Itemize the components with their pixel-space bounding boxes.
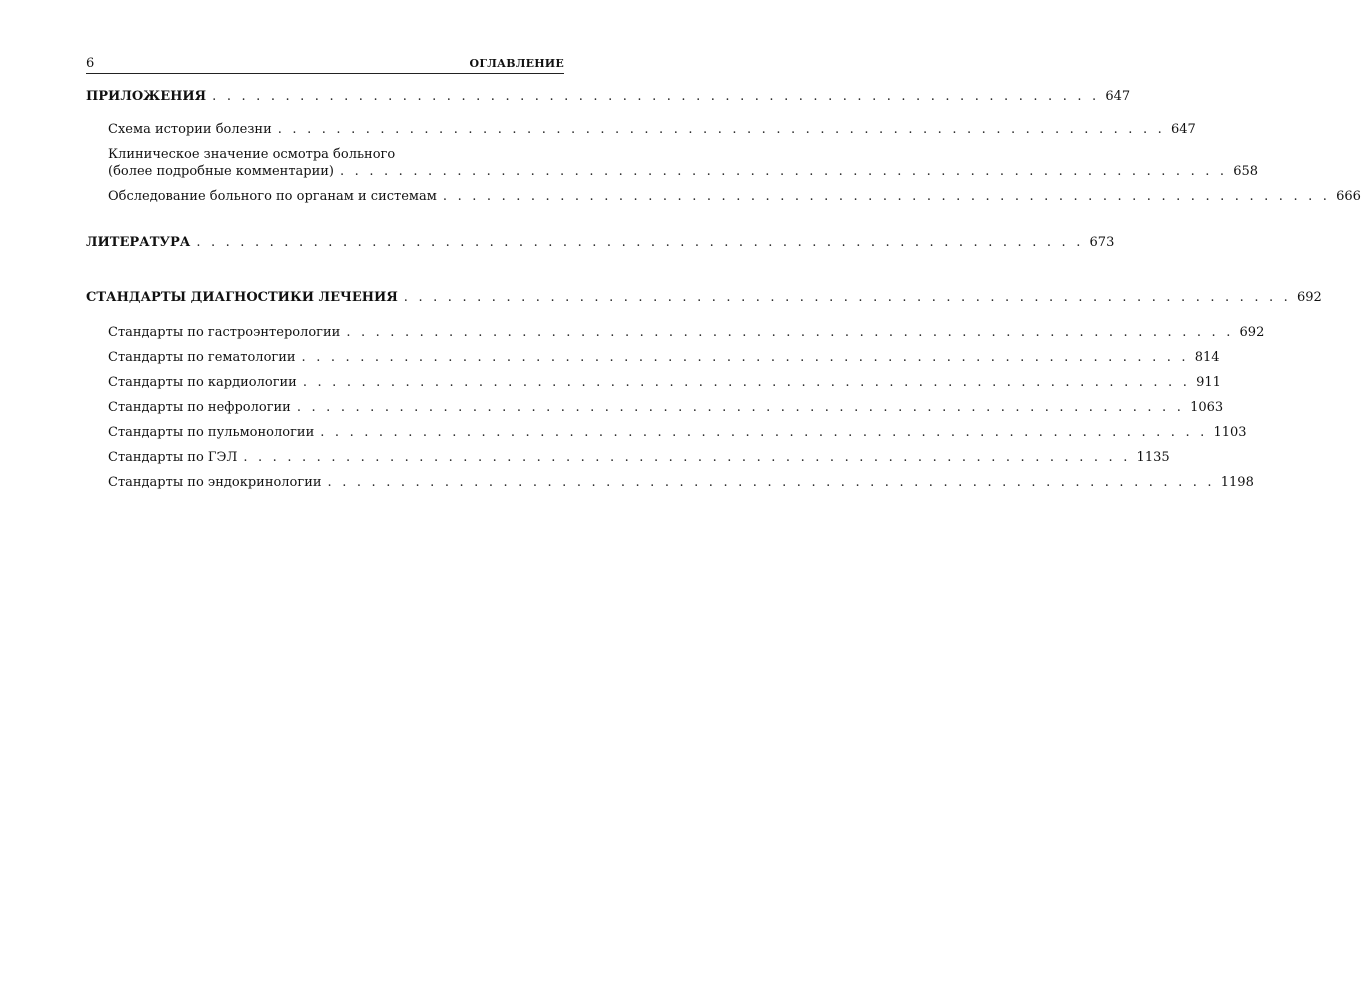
toc-entry-page: 1063 bbox=[1190, 400, 1224, 415]
toc-entry-title: Стандарты по гастроэнтерологии bbox=[108, 325, 341, 340]
toc-entry-literatura[interactable] bbox=[86, 234, 1115, 252]
toc-entry-klin[interactable] bbox=[108, 163, 1259, 181]
toc-entry-title: ЛИТЕРАТУРА bbox=[86, 235, 191, 250]
toc-entry-standarty[interactable] bbox=[86, 289, 1322, 307]
toc-entry-page: 911 bbox=[1196, 375, 1221, 390]
leader-dots: . . . . . . . . . . . . . . . . . . . . . . . . . . . . . . . . . . . . . . . . . . . . . . . . . . . . . . . . . . . . . bbox=[442, 189, 1331, 204]
toc-entry-page: 647 bbox=[1105, 89, 1131, 104]
toc-entry-gel[interactable] bbox=[108, 449, 1170, 467]
toc-entry-title: Схема истории болезни bbox=[108, 122, 272, 137]
toc-entry-title: Стандарты по гематологии bbox=[108, 350, 296, 365]
toc-entry-nefro[interactable] bbox=[108, 399, 1224, 417]
toc-entry-pulmo[interactable] bbox=[108, 424, 1247, 442]
leader-dots: . . . . . . . . . . . . . . . . . . . . . . . . . . . . . . . . . . . . . . . . . . . . . . . . . . . . . . . . . . . . . bbox=[212, 89, 1100, 104]
page-number: 6 bbox=[86, 56, 95, 71]
leader-dots: . . . . . . . . . . . . . . . . . . . . . . . . . . . . . . . . . . . . . . . . . . . . . . . . . . . . . . . . . . . . . bbox=[296, 400, 1185, 415]
toc-entry-gemato[interactable] bbox=[108, 349, 1220, 367]
toc-entry-title: Обследование больного по органам и системам bbox=[108, 189, 437, 204]
toc-entry-prilozheniya[interactable] bbox=[86, 88, 1131, 106]
leader-dots: . . . . . . . . . . . . . . . . . . . . . . . . . . . . . . . . . . . . . . . . . . . . . . . . . . . . . . . . . . . . . bbox=[243, 450, 1131, 465]
leader-dots: . . . . . . . . . . . . . . . . . . . . . . . . . . . . . . . . . . . . . . . . . . . . . . . . . . . . . . . . . . . . . bbox=[327, 475, 1215, 490]
leader-dots: . . . . . . . . . . . . . . . . . . . . . . . . . . . . . . . . . . . . . . . . . . . . . . . . . . . . . . . . . . . . . bbox=[196, 235, 1084, 250]
toc-entry-page: 814 bbox=[1194, 350, 1220, 365]
leader-dots: . . . . . . . . . . . . . . . . . . . . . . . . . . . . . . . . . . . . . . . . . . . . . . . . . . . . . . . . . . . . . bbox=[340, 164, 1228, 179]
toc-entry-obsledovanie[interactable] bbox=[108, 188, 1361, 206]
toc-entry-page: 692 bbox=[1239, 325, 1265, 340]
toc-entry-title: ПРИЛОЖЕНИЯ bbox=[86, 89, 207, 104]
running-head: ОГЛАВЛЕНИЕ bbox=[469, 57, 564, 70]
table-of-contents bbox=[86, 0, 1361, 1000]
leader-dots: . . . . . . . . . . . . . . . . . . . . . . . . . . . . . . . . . . . . . . . . . . . . . . . . . . . . . . . . . . . . . bbox=[346, 325, 1234, 340]
toc-entry-skhema[interactable] bbox=[108, 121, 1196, 139]
leader-dots: . . . . . . . . . . . . . . . . . . . . . . . . . . . . . . . . . . . . . . . . . . . . . . . . . . . . . . . . . . . . . bbox=[403, 290, 1292, 305]
toc-entry-page: 1198 bbox=[1220, 475, 1254, 490]
toc-entry-page: 1135 bbox=[1136, 450, 1170, 465]
toc-entry-title: Стандарты по кардиологии bbox=[108, 375, 297, 390]
leader-dots: . . . . . . . . . . . . . . . . . . . . . . . . . . . . . . . . . . . . . . . . . . . . . . . . . . . . . . . . . . . . . bbox=[302, 375, 1191, 390]
toc-entry-gastro[interactable] bbox=[108, 324, 1265, 342]
toc-entry-title: СТАНДАРТЫ ДИАГНОСТИКИ ЛЕЧЕНИЯ bbox=[86, 290, 398, 305]
toc-entry-page: 658 bbox=[1233, 164, 1259, 179]
toc-entry-title: Стандарты по нефрологии bbox=[108, 400, 291, 415]
toc-entry-title: Стандарты по эндокринологии bbox=[108, 475, 322, 490]
toc-entry-title: Стандарты по ГЭЛ bbox=[108, 450, 238, 465]
leader-dots: . . . . . . . . . . . . . . . . . . . . . . . . . . . . . . . . . . . . . . . . . . . . . . . . . . . . . . . . . . . . . bbox=[301, 350, 1189, 365]
toc-entry-kardio[interactable] bbox=[108, 374, 1221, 392]
toc-entry-endo[interactable] bbox=[108, 474, 1254, 492]
toc-entry-page: 647 bbox=[1170, 122, 1196, 137]
toc-entry-title: (более подробные комментарии) bbox=[108, 164, 335, 179]
toc-entry-page: 692 bbox=[1297, 290, 1322, 305]
toc-entry-page: 673 bbox=[1089, 235, 1115, 250]
toc-entry-page: 1103 bbox=[1213, 425, 1247, 440]
toc-entry-page: 666 bbox=[1336, 189, 1361, 204]
leader-dots: . . . . . . . . . . . . . . . . . . . . . . . . . . . . . . . . . . . . . . . . . . . . . . . . . . . . . . . . . . . . . bbox=[320, 425, 1208, 440]
toc-entry-title: Стандарты по пульмонологии bbox=[108, 425, 315, 440]
leader-dots: . . . . . . . . . . . . . . . . . . . . . . . . . . . . . . . . . . . . . . . . . . . . . . . . . . . . . . . . . . . . . bbox=[277, 122, 1165, 137]
toc-entry-klin-line1[interactable]: Клиническое значение осмотра больного bbox=[108, 147, 396, 162]
